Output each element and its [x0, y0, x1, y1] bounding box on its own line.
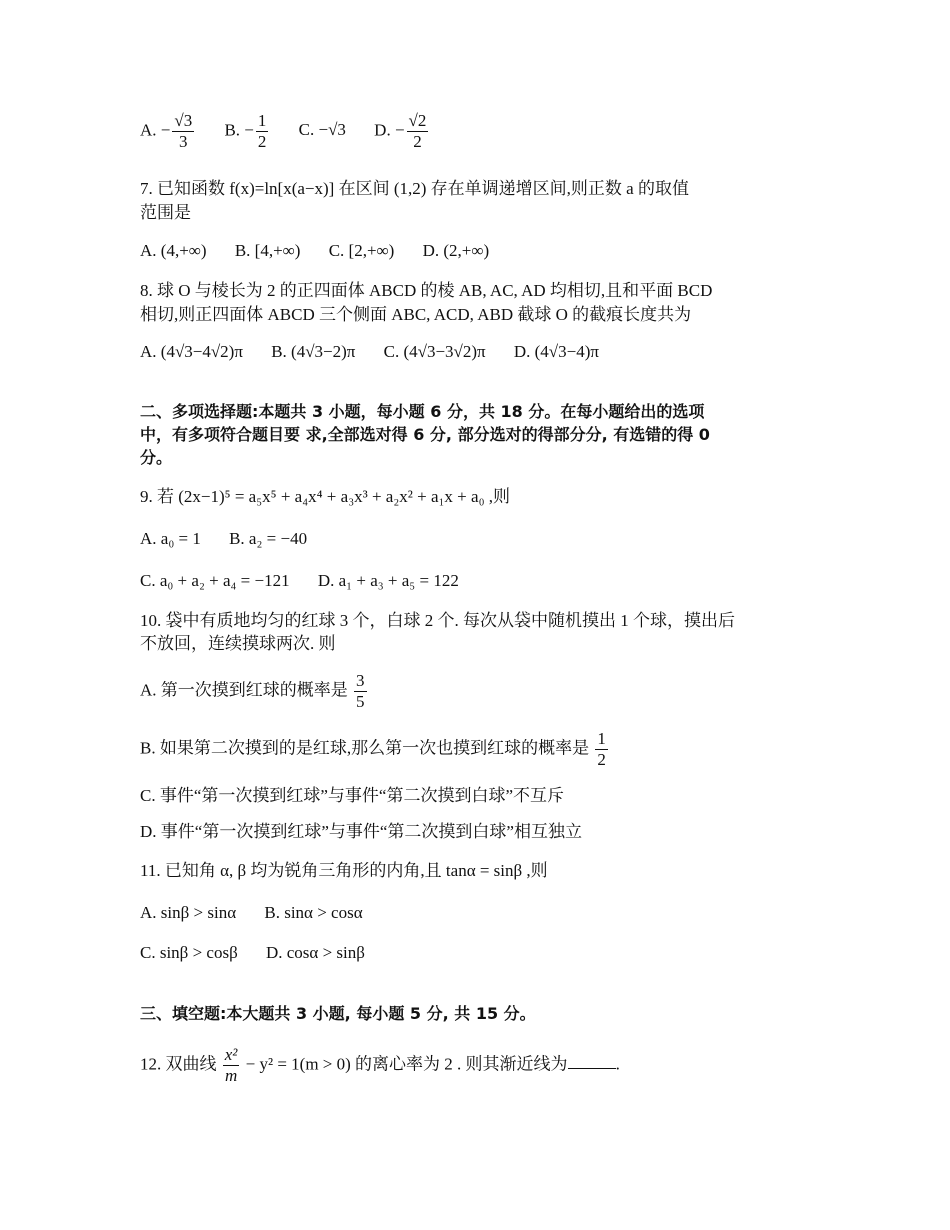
q10-option-a-numerator: 3 — [356, 671, 365, 690]
q8-stem-line1: 8. 球 O 与棱长为 2 的正四面体 ABCD 的棱 AB, AC, AD 均相切,且和平面 BCD — [140, 281, 713, 300]
q7-stem-line2: 范围是 — [140, 203, 191, 222]
q10-option-b-numerator: 1 — [597, 729, 606, 748]
q11-option-d: D. cosα > sinβ — [265, 943, 365, 962]
q6-option-b-label: B. − — [224, 120, 254, 140]
q9-option-b: B. a₂ = −40 — [229, 529, 308, 548]
q6-option-a-numerator: √3 — [174, 111, 193, 130]
q8-option-a: A. (4√3−4√2)π — [140, 342, 243, 361]
q9-options-cd — [140, 570, 459, 592]
q12-answer-blank — [568, 1054, 616, 1069]
q12-stem — [140, 1046, 620, 1085]
q7-options — [140, 240, 489, 262]
section2-heading-line1: 二、多项选择题:本题共 3 小题，每小题 6 分，共 18 分。在每小题给出的选项 — [140, 402, 705, 421]
q12-end: . — [615, 1054, 620, 1074]
q6-option-b-numerator: 1 — [257, 111, 267, 130]
q6-option-d-numerator: √2 — [408, 111, 427, 130]
q10-option-c: C. 事件“第一次摸到红球”与事件“第二次摸到白球”不互斥 — [140, 786, 565, 805]
q6-option-a-denominator: 3 — [179, 131, 188, 151]
q10-stem-line1: 10. 袋中有质地均匀的红球 3 个，白球 2 个. 每次从袋中随机摸出 1 个球，摸出后 — [140, 611, 735, 630]
q10-option-a-text: A. 第一次摸到红球的概率是 — [140, 680, 348, 700]
q12-fraction-denominator: m — [224, 1065, 238, 1085]
q7-option-d: D. (2,+∞) — [422, 241, 490, 260]
q11-option-a: A. sinβ > sinα — [140, 903, 237, 922]
q10-option-b-fraction — [595, 730, 608, 769]
q12-rest: − y² = 1(m > 0) 的离心率为 2 . 则其渐近线为 — [245, 1054, 568, 1074]
q12-fraction-numerator: x² — [224, 1045, 238, 1064]
q8-stem-line2: 相切,则正四面体 ABCD 三个侧面 ABC, ACD, ABD 截球 O 的截痕长度共为 — [140, 305, 692, 324]
section2-heading-line3: 分。 — [140, 448, 173, 467]
q6-option-b-fraction — [256, 112, 269, 151]
q11-options-cd — [140, 942, 365, 964]
q8-option-b: B. (4√3−2)π — [271, 342, 356, 361]
q10-option-d: D. 事件“第一次摸到红球”与事件“第二次摸到白球”相互独立 — [140, 822, 582, 841]
q6-options — [140, 112, 430, 151]
q7-option-a: A. (4,+∞) — [140, 241, 207, 260]
q6-option-d — [374, 112, 430, 151]
q10-option-a-fraction — [354, 672, 367, 711]
q10-option-b-text: B. 如果第二次摸到的是红球,那么第一次也摸到红球的概率是 — [140, 738, 590, 758]
q6-option-a-fraction — [172, 112, 194, 151]
q11-option-b: B. sinα > cosα — [264, 903, 363, 922]
q6-option-d-denominator: 2 — [413, 131, 422, 151]
q12-fraction — [223, 1046, 240, 1085]
q6-option-c: C. −√3 — [298, 120, 346, 140]
q10-option-b — [140, 730, 610, 769]
q9-option-c: C. a₀ + a₂ + a₄ = −121 — [140, 571, 290, 590]
q10-option-b-denominator: 2 — [597, 749, 606, 769]
q10-option-a — [140, 672, 369, 711]
q11-option-c: C. sinβ > cosβ — [140, 943, 238, 962]
q7-stem-line1: 7. 已知函数 f(x)=ln[x(a−x)] 在区间 (1,2) 存在单调递增区间,则正数 a 的取值 — [140, 179, 689, 198]
q7-option-c: C. [2,+∞) — [328, 241, 395, 260]
q12-prefix: 12. 双曲线 — [140, 1054, 217, 1074]
q9-option-d: D. a₁ + a₃ + a₅ = 122 — [317, 571, 459, 590]
q11-options-ab — [140, 902, 363, 924]
q6-option-a — [140, 112, 196, 151]
q6-option-d-label: D. − — [374, 120, 405, 140]
section3-heading: 三、填空题:本大题共 3 小题, 每小题 5 分, 共 15 分。 — [140, 1004, 536, 1023]
q6-option-b-denominator: 2 — [257, 131, 267, 151]
q8-option-c: C. (4√3−3√2)π — [383, 342, 486, 361]
q9-stem: 9. 若 (2x−1)⁵ = a₅x⁵ + a₄x⁴ + a₃x³ + a₂x² + a₁x + a₀ ,则 — [140, 487, 510, 506]
q6-option-d-fraction — [407, 112, 429, 151]
q10-option-a-denominator: 5 — [356, 691, 365, 711]
q9-options-ab — [140, 528, 307, 550]
q6-option-a-label: A. − — [140, 120, 171, 140]
q7-option-b: B. [4,+∞) — [234, 241, 301, 260]
q6-option-b — [224, 112, 270, 151]
q9-option-a: A. a₀ = 1 — [140, 529, 201, 548]
q8-options — [140, 341, 599, 363]
section2-heading-line2: 中，有多项符合题目要 求,全部选对得 6 分, 部分选对的得部分分, 有选错的得 0 — [140, 425, 710, 444]
q11-stem: 11. 已知角 α, β 均为锐角三角形的内角,且 tanα = sinβ ,则 — [140, 861, 548, 880]
q8-option-d: D. (4√3−4)π — [513, 342, 599, 361]
q10-stem-line2: 不放回，连续摸球两次. 则 — [140, 634, 336, 653]
